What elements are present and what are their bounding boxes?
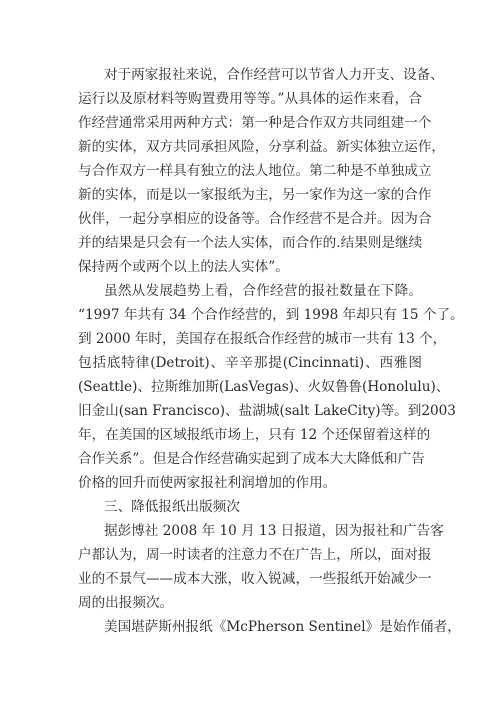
text-line: 与合作双方一样具有独立的法人地位。第二种是不单独成立 bbox=[78, 163, 432, 179]
text-line: 价格的回升而使两家报社利润增加的作用。 bbox=[78, 475, 337, 491]
text-line: (Seattle)、拉斯维加斯(LasVegas)、火奴鲁鲁(Honolulu)、 bbox=[78, 379, 450, 395]
text-line: 新的实体，双方共同承担风险，分享利益。新实体独立运作， bbox=[78, 139, 446, 155]
text-line: 合作关系”。但是合作经营确实起到了成本大大降低和广告 bbox=[78, 451, 425, 467]
text-line: 对于两家报社来说，合作经营可以节省人力开支、设备、 bbox=[104, 67, 444, 83]
text-line: 年，在美国的区域报纸市场上，只有 12 个还保留着这样的 bbox=[78, 427, 431, 443]
text-line: 美国堪萨斯州报纸《McPherson Sentinel》是始作俑者， bbox=[104, 619, 461, 635]
text-line: 运行以及原材料等购置费用等等。”从具体的运作来看，合 bbox=[78, 91, 422, 107]
text-line: 到 2000 年时，美国存在报纸合作经营的城市一共有 13 个， bbox=[78, 331, 447, 347]
text-line: 包括底特律(Detroit)、辛辛那提(Cincinnati)、西雅图 bbox=[78, 355, 422, 371]
text-line: 据彭博社 2008 年 10 月 13 日报道，因为报社和广告客 bbox=[104, 523, 444, 539]
text-line: 户都认为，周一时读者的注意力不在广告上，所以，面对报 bbox=[78, 547, 432, 563]
text-line: 伙伴，一起分享相应的设备等。合作经营不是合并。因为合 bbox=[78, 211, 432, 227]
text-line: “1997 年共有 34 个合作经营的，到 1998 年却只有 15 个了。 bbox=[78, 307, 464, 323]
text-line: 新的实体，而是以一家报纸为主，另一家作为这一家的合作 bbox=[78, 187, 432, 203]
text-line: 虽然从发展趋势上看，合作经营的报社数量在下降。 bbox=[104, 283, 422, 299]
text-line: 并的结果是只会有一个法人实体，而合作的.结果则是继续 bbox=[78, 235, 423, 251]
text-line: 旧金山(san Francisco)、盐湖城(salt LakeCity)等。到2003 bbox=[78, 403, 456, 419]
section-heading: 三、降低报纸出版频次 bbox=[104, 499, 240, 515]
text-line: 作经营通常采用两种方式：第一种是合作双方共同组建一个 bbox=[78, 115, 432, 131]
text-line: 保持两个或两个以上的法人实体”。 bbox=[78, 259, 289, 275]
text-line: 周的出报频次。 bbox=[78, 595, 174, 611]
text-line: 业的不景气——成本大涨，收入锐减，一些报纸开始减少一 bbox=[78, 571, 432, 587]
